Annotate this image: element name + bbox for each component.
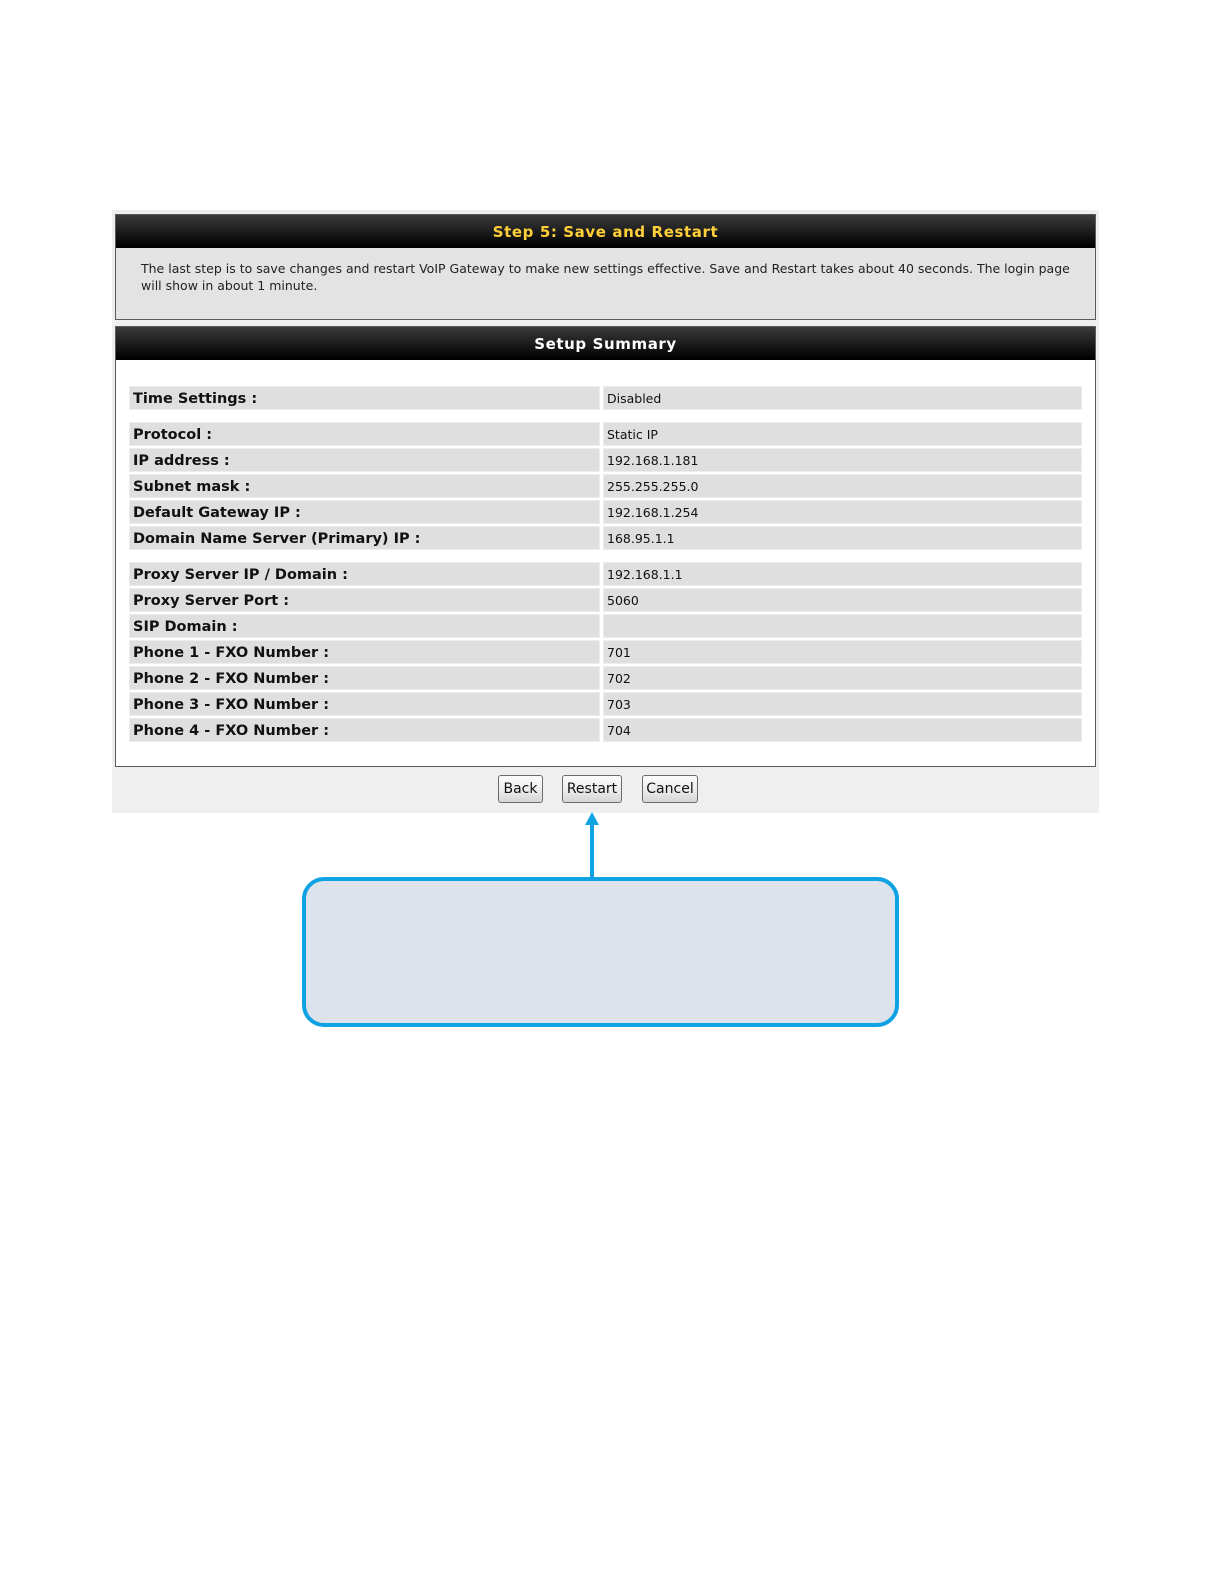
- summary-row: [129, 640, 1082, 664]
- summary-value: 703: [603, 692, 1082, 716]
- summary-label: IP address :: [129, 448, 600, 472]
- summary-row: [129, 692, 1082, 716]
- summary-value: 192.168.1.254: [603, 500, 1082, 524]
- summary-label: Default Gateway IP :: [129, 500, 600, 524]
- summary-label: Phone 1 - FXO Number :: [129, 640, 600, 664]
- summary-value: Disabled: [603, 386, 1082, 410]
- summary-label: Subnet mask :: [129, 474, 600, 498]
- summary-row: [129, 718, 1082, 742]
- summary-row: [129, 448, 1082, 472]
- step-panel: [115, 214, 1096, 320]
- setup-summary-panel: [115, 326, 1096, 767]
- summary-label: Proxy Server Port :: [129, 588, 600, 612]
- summary-row: [129, 614, 1082, 638]
- summary-value: [603, 614, 1082, 638]
- button-bar: [112, 775, 1099, 805]
- summary-value: 192.168.1.181: [603, 448, 1082, 472]
- time-settings-group: [129, 386, 1082, 410]
- summary-label: Time Settings :: [129, 386, 600, 410]
- sip-settings-group: [129, 562, 1082, 742]
- summary-value: 5060: [603, 588, 1082, 612]
- step-title: Step 5: Save and Restart: [116, 215, 1095, 248]
- summary-label: SIP Domain :: [129, 614, 600, 638]
- summary-row: [129, 588, 1082, 612]
- summary-label: Phone 4 - FXO Number :: [129, 718, 600, 742]
- back-button[interactable]: Back: [498, 775, 543, 803]
- summary-value: Static IP: [603, 422, 1082, 446]
- summary-value: 255.255.255.0: [603, 474, 1082, 498]
- summary-value: 701: [603, 640, 1082, 664]
- summary-value: 168.95.1.1: [603, 526, 1082, 550]
- summary-row: [129, 474, 1082, 498]
- step-description: The last step is to save changes and restart VoIP Gateway to make new settings effective. Save and Restart takes about 40 seconds. The login page will show in about 1 minute.: [141, 261, 1070, 293]
- summary-value: 704: [603, 718, 1082, 742]
- summary-row: [129, 562, 1082, 586]
- summary-row: [129, 500, 1082, 524]
- summary-row: [129, 422, 1082, 446]
- summary-label: Phone 2 - FXO Number :: [129, 666, 600, 690]
- summary-table: [116, 360, 1095, 742]
- network-settings-group: [129, 422, 1082, 550]
- summary-row: [129, 526, 1082, 550]
- summary-label: Domain Name Server (Primary) IP :: [129, 526, 600, 550]
- summary-title: Setup Summary: [116, 327, 1095, 360]
- cancel-button[interactable]: Cancel: [642, 775, 698, 803]
- arrow-up-icon: [583, 812, 601, 882]
- summary-value: 192.168.1.1: [603, 562, 1082, 586]
- restart-button[interactable]: Restart: [562, 775, 622, 803]
- summary-label: Protocol :: [129, 422, 600, 446]
- summary-label: Proxy Server IP / Domain :: [129, 562, 600, 586]
- summary-row: [129, 666, 1082, 690]
- summary-row: [129, 386, 1082, 410]
- callout-box: [302, 877, 899, 1027]
- summary-value: 702: [603, 666, 1082, 690]
- summary-label: Phone 3 - FXO Number :: [129, 692, 600, 716]
